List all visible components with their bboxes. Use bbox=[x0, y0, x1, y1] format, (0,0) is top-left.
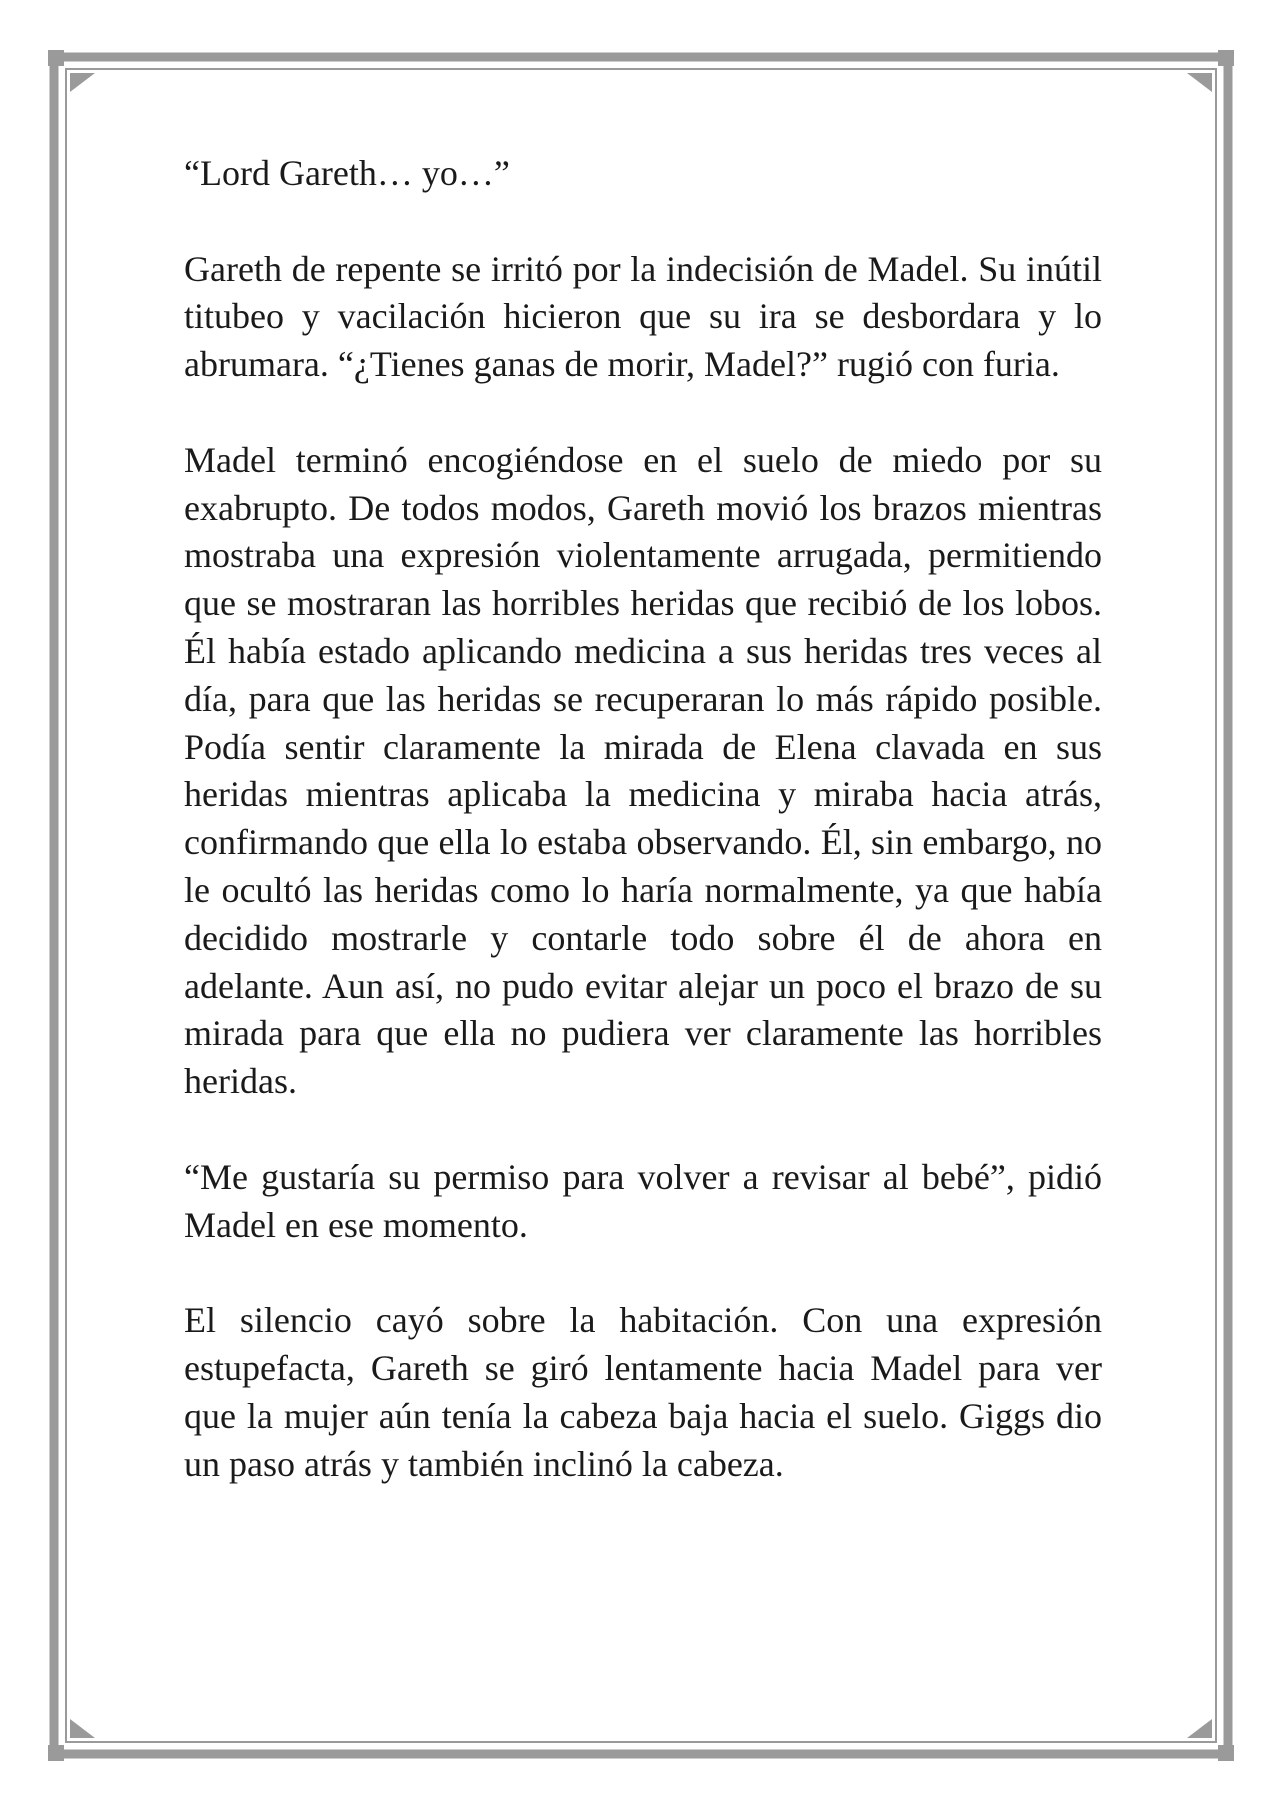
paragraph: Gareth de repente se irritó por la indecisión de Madel. Su inútil titubeo y vacilación hicieron que su ira se desbordara y lo abrumara. “¿Tienes ganas de morir, Madel?” rugió con furia. bbox=[184, 248, 1102, 385]
corner-triangle-top-left bbox=[70, 73, 95, 92]
paragraph: Madel terminó encogiéndose en el suelo de miedo por su exabrupto. De todos modos, Gareth movió los brazos mientras mostraba una expresión violentamente arrugada, permitiendo que se mostraran las horribles heridas que recibió de los lobos. Él había estado aplicando medicina a sus heridas tres veces al día, para que las heridas se recuperaran lo más rápido posible. Podía sentir claramente la mirada de Elena clavada en sus heridas mientras aplicaba la medicina y miraba hacia atrás, confirmando que ella lo estaba observando. Él, sin embargo, no le ocultó las heridas como lo haría normalmente, ya que había decidido mostrarle y contarle todo sobre él de ahora en adelante. Aun así, no pudo evitar alejar un poco el brazo de su mirada para que ella no pudiera ver claramente las horribles heridas. bbox=[184, 439, 1102, 1102]
corner-triangle-bottom-right bbox=[1187, 1719, 1212, 1738]
corner-triangle-top-right bbox=[1187, 73, 1212, 92]
corner-triangle-bottom-left bbox=[70, 1719, 95, 1738]
paragraph: El silencio cayó sobre la habitación. Con una expresión estupefacta, Gareth se giró lentamente hacia Madel para ver que la mujer aún tenía la cabeza baja hacia el suelo. Giggs dio un paso atrás y también inclinó la cabeza. bbox=[184, 1300, 1102, 1484]
paragraph: “Lord Gareth… yo…” bbox=[184, 153, 510, 193]
paragraph: “Me gustaría su permiso para volver a revisar al bebé”, pidió Madel en ese momento. bbox=[184, 1156, 1102, 1245]
document-body bbox=[184, 150, 1102, 1536]
